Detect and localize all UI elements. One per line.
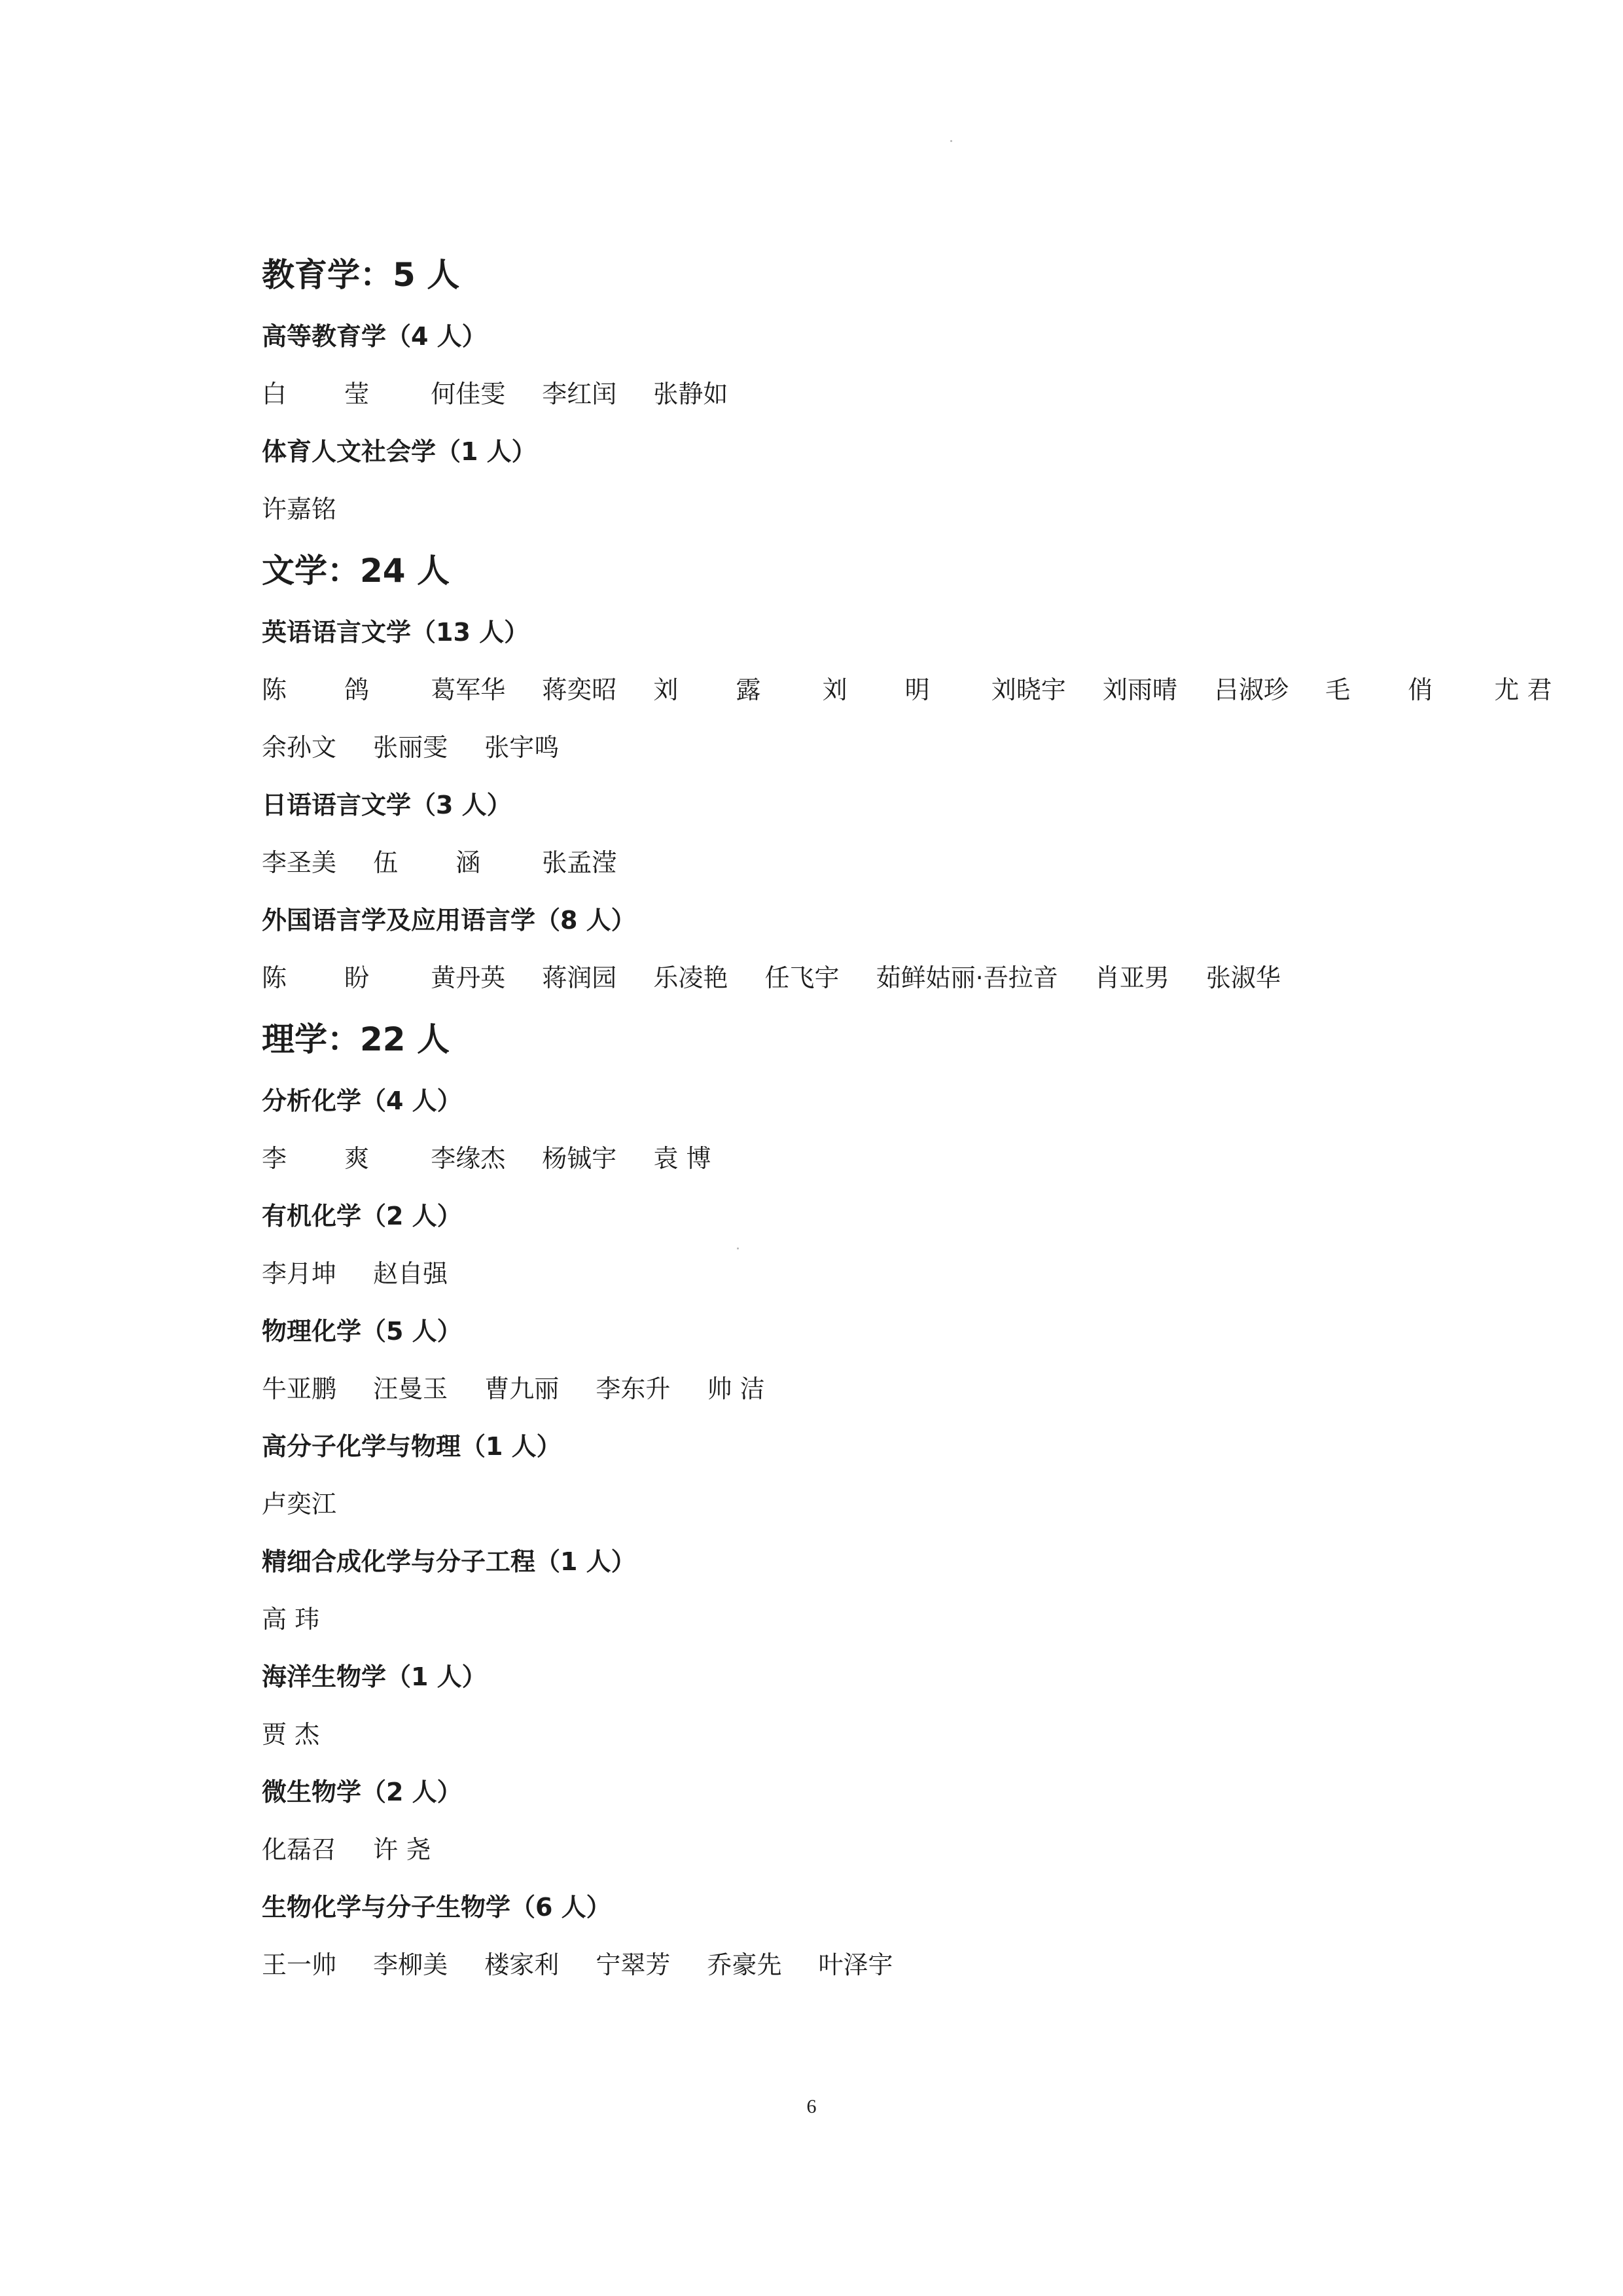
name-list	[262, 1130, 1387, 1187]
person-name: 肖亚男	[1094, 963, 1169, 992]
section-title: 文学：24 人	[262, 552, 450, 590]
page-number: 6	[806, 2096, 817, 2117]
name-list	[262, 480, 1387, 538]
person-name: 刘雨晴	[1102, 675, 1177, 704]
group-title: 海洋生物学（1 人）	[262, 1662, 487, 1691]
person-name: 陈 鸽	[262, 675, 395, 704]
person-name: 余孙文	[262, 733, 337, 762]
person-name: 李缘杰	[431, 1144, 506, 1173]
group-title: 英语语言文学（13 人）	[262, 618, 529, 647]
name-list	[262, 1936, 1387, 1994]
name-list	[262, 834, 1387, 891]
person-name: 宁翠芳	[596, 1950, 671, 1979]
person-name: 张孟滢	[542, 848, 617, 877]
person-name: 许 尧	[373, 1835, 431, 1864]
person-name: 刘晓宇	[991, 675, 1066, 704]
document-body	[262, 242, 1552, 1994]
person-name: 任飞宇	[764, 963, 840, 992]
person-name: 张静如	[653, 380, 728, 408]
name-list	[262, 1821, 1387, 1878]
name-list	[262, 1706, 1387, 1763]
person-name: 张淑华	[1205, 963, 1281, 992]
person-name: 王一帅	[262, 1950, 337, 1979]
section-title: 理学：22 人	[262, 1020, 450, 1058]
group-title: 微生物学（2 人）	[262, 1778, 462, 1806]
person-name: 尤 君	[1494, 675, 1552, 704]
person-name: 化磊召	[262, 1835, 337, 1864]
person-name: 牛亚鹏	[262, 1374, 337, 1403]
person-name: 卢奕江	[262, 1490, 337, 1518]
person-name: 陈 盼	[262, 963, 395, 992]
person-name: 李柳美	[373, 1950, 448, 1979]
person-name: 乔豪先	[707, 1950, 782, 1979]
person-name: 许嘉铭	[262, 495, 337, 524]
person-name: 帅 洁	[707, 1374, 765, 1403]
name-list	[262, 719, 1387, 776]
person-name: 茹鲜姑丽·吾拉音	[876, 963, 1058, 992]
name-list	[262, 661, 1552, 719]
scan-speck	[950, 140, 952, 142]
person-name: 李 爽	[262, 1144, 395, 1173]
person-name: 黄丹英	[431, 963, 506, 992]
section-title: 教育学：5 人	[262, 256, 460, 294]
scan-speck	[737, 1247, 739, 1249]
group-title: 体育人文社会学（1 人）	[262, 437, 537, 466]
person-name: 刘 明	[822, 675, 955, 704]
group-title: 精细合成化学与分子工程（1 人）	[262, 1547, 636, 1576]
person-name: 叶泽宇	[818, 1950, 893, 1979]
person-name: 李圣美	[262, 848, 337, 877]
name-list	[262, 1245, 1387, 1302]
name-list	[262, 949, 1387, 1007]
person-name: 葛军华	[431, 675, 506, 704]
person-name: 汪曼玉	[373, 1374, 448, 1403]
person-name: 刘 露	[653, 675, 786, 704]
group-title: 分析化学（4 人）	[262, 1086, 462, 1115]
person-name: 李月坤	[262, 1259, 337, 1288]
group-title: 物理化学（5 人）	[262, 1317, 462, 1346]
person-name: 白 莹	[262, 380, 395, 408]
person-name: 李红闰	[542, 380, 617, 408]
group-title: 有机化学（2 人）	[262, 1202, 462, 1230]
name-list	[262, 1590, 1387, 1648]
group-title: 高分子化学与物理（1 人）	[262, 1432, 562, 1461]
group-title: 外国语言学及应用语言学（8 人）	[262, 906, 636, 935]
person-name: 曹九丽	[484, 1374, 560, 1403]
person-name: 楼家利	[484, 1950, 560, 1979]
name-list	[262, 1475, 1387, 1533]
person-name: 杨铖宇	[542, 1144, 617, 1173]
group-title: 高等教育学（4 人）	[262, 322, 487, 351]
group-title: 日语语言文学（3 人）	[262, 791, 512, 819]
person-name: 张宇鸣	[484, 733, 560, 762]
person-name: 吕淑珍	[1214, 675, 1289, 704]
person-name: 何佳雯	[431, 380, 506, 408]
group-title: 生物化学与分子生物学（6 人）	[262, 1893, 611, 1922]
person-name: 袁 博	[653, 1144, 711, 1173]
person-name: 蒋润园	[542, 963, 617, 992]
person-name: 李东升	[596, 1374, 671, 1403]
name-list	[262, 1360, 1387, 1418]
person-name: 张丽雯	[373, 733, 448, 762]
person-name: 贾 杰	[262, 1720, 320, 1749]
person-name: 伍 涵	[373, 848, 506, 877]
name-list	[262, 365, 1387, 423]
person-name: 乐凌艳	[653, 963, 728, 992]
person-name: 毛 俏	[1325, 675, 1458, 704]
person-name: 高 玮	[262, 1605, 320, 1634]
person-name: 蒋奕昭	[542, 675, 617, 704]
person-name: 赵自强	[373, 1259, 448, 1288]
